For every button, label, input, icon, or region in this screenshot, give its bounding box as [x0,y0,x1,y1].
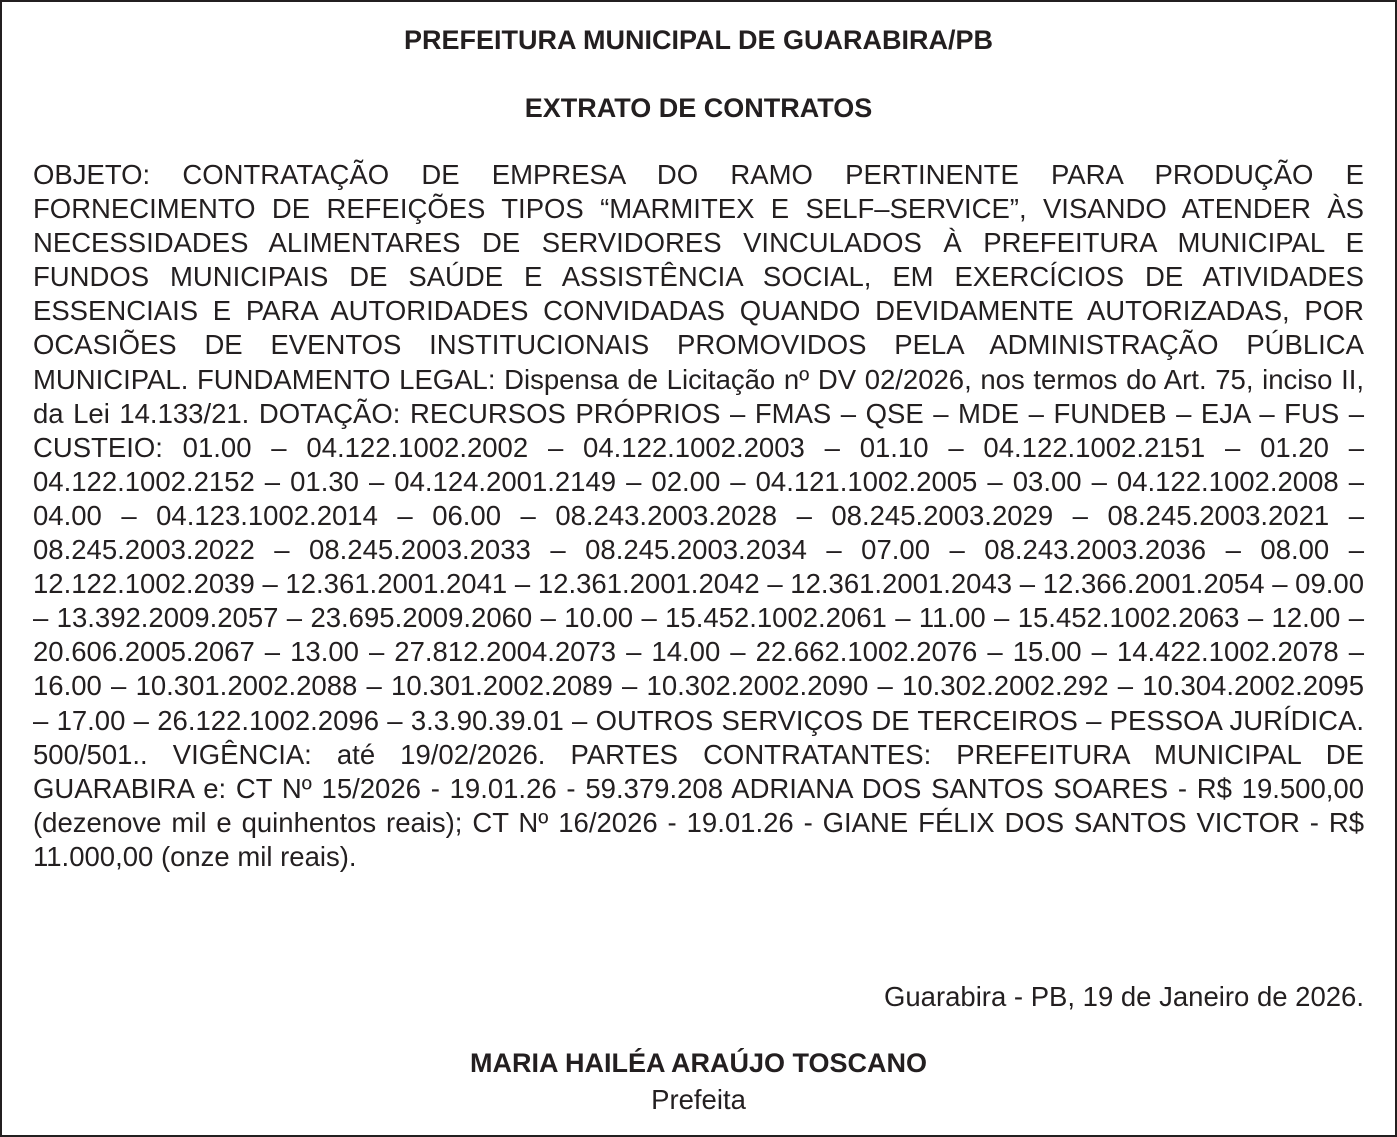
signatory-role: Prefeita [651,1084,746,1115]
contract-body-text: OBJETO: CONTRATAÇÃO DE EMPRESA DO RAMO PERTINENTE PARA PRODUÇÃO E FORNECIMENTO DE REFEIÇÕES TIPOS “MARMITEX E SELF–SERVICE”, VISANDO ATENDER ÀS NECESSIDADES ALIMENTARES DE SERVIDORES VINCULADOS À PREFEITURA MUNICIPAL E FUNDOS MUNICIPAIS DE SAÚDE E ASSISTÊNCIA SOCIAL, EM EXERCÍCIOS DE ATIVIDADES ESSENCIAIS E PARA AUTORIDADES CONVIDADAS QUANDO DEVIDAMENTE AUTORIZADAS, POR OCASIÕES DE EVENTOS INSTITUCIONAIS PROMOVIDOS PELA ADMINISTRAÇÃO PÚBLICA MUNICIPAL. FUNDAMENTO LEGAL: Dispensa de Licitação nº DV 02/2026, nos termos do Art. 75, inciso II, da Lei 14.133/21. DOTAÇÃO: RECURSOS PRÓPRIOS – FMAS – QSE – MDE – FUNDEB – EJA – FUS – CUSTEIO: 01.00 – 04.122.1002.2002 – 04.122.1002.2003 – 01.10 – 04.122.1002.2151 – 01.20 – 04.122.1002.2152 – 01.30 – 04.124.2001.2149 – 02.00 – 04.121.1002.2005 – 03.00 – 04.122.1002.2008 – 04.00 – 04.123.1002.2014 – 06.00 – 08.243.2003.2028 – 08.245.2003.2029 – 08.245.2003.2021 – 08.245.2003.2022 – 08.245.2003.2033 – 08.245.2003.2034 – 07.00 – 08.243.2003.2036 – 08.00 – 12.122.1002.2039 – 12.361.2001.2041 – 12.361.2001.2042 – 12.361.2001.2043 – 12.366.2001.2054 – 09.00 – 13.392.2009.2057 – 23.695.2009.2060 – 10.00 – 15.452.1002.2061 – 11.00 – 15.452.1002.2063 – 12.00 – 20.606.2005.2067 – 13.00 – 27.812.2004.2073 – 14.00 – 22.662.1002.2076 – 15.00 – 14.422.1002.2078 – 16.00 – 10.301.2002.2088 – 10.301.2002.2089 – 10.302.2002.2090 – 10.302.2002.292 – 10.304.2002.2095 – 17.00 – 26.122.1002.2096 – 3.3.90.39.01 – OUTROS SERVIÇOS DE TERCEIROS – PESSOA JURÍDICA. 500/501.. VIGÊNCIA: até 19/02/2026. PARTES CONTRATANTES: PREFEITURA MUNICIPAL DE GUARABIRA e: CT Nº 15/2026 - 19.01.26 - 59.379.208 ADRIANA DOS SANTOS SOARES - R$ 19.500,00 (dezenove mil e quinhentos reais); CT Nº 16/2026 - 19.01.26 - GIANE FÉLIX DOS SANTOS VICTOR - R$ 11.000,00 (onze mil reais). [33,159,1364,872]
document-title: EXTRATO DE CONTRATOS [524,93,873,123]
place-date: Guarabira - PB, 19 de Janeiro de 2026. [883,981,1364,1012]
issuer-heading: PREFEITURA MUNICIPAL DE GUARABIRA/PB [403,25,994,55]
signatory-name: MARIA HAILÉA ARAÚJO TOSCANO [469,1048,927,1078]
